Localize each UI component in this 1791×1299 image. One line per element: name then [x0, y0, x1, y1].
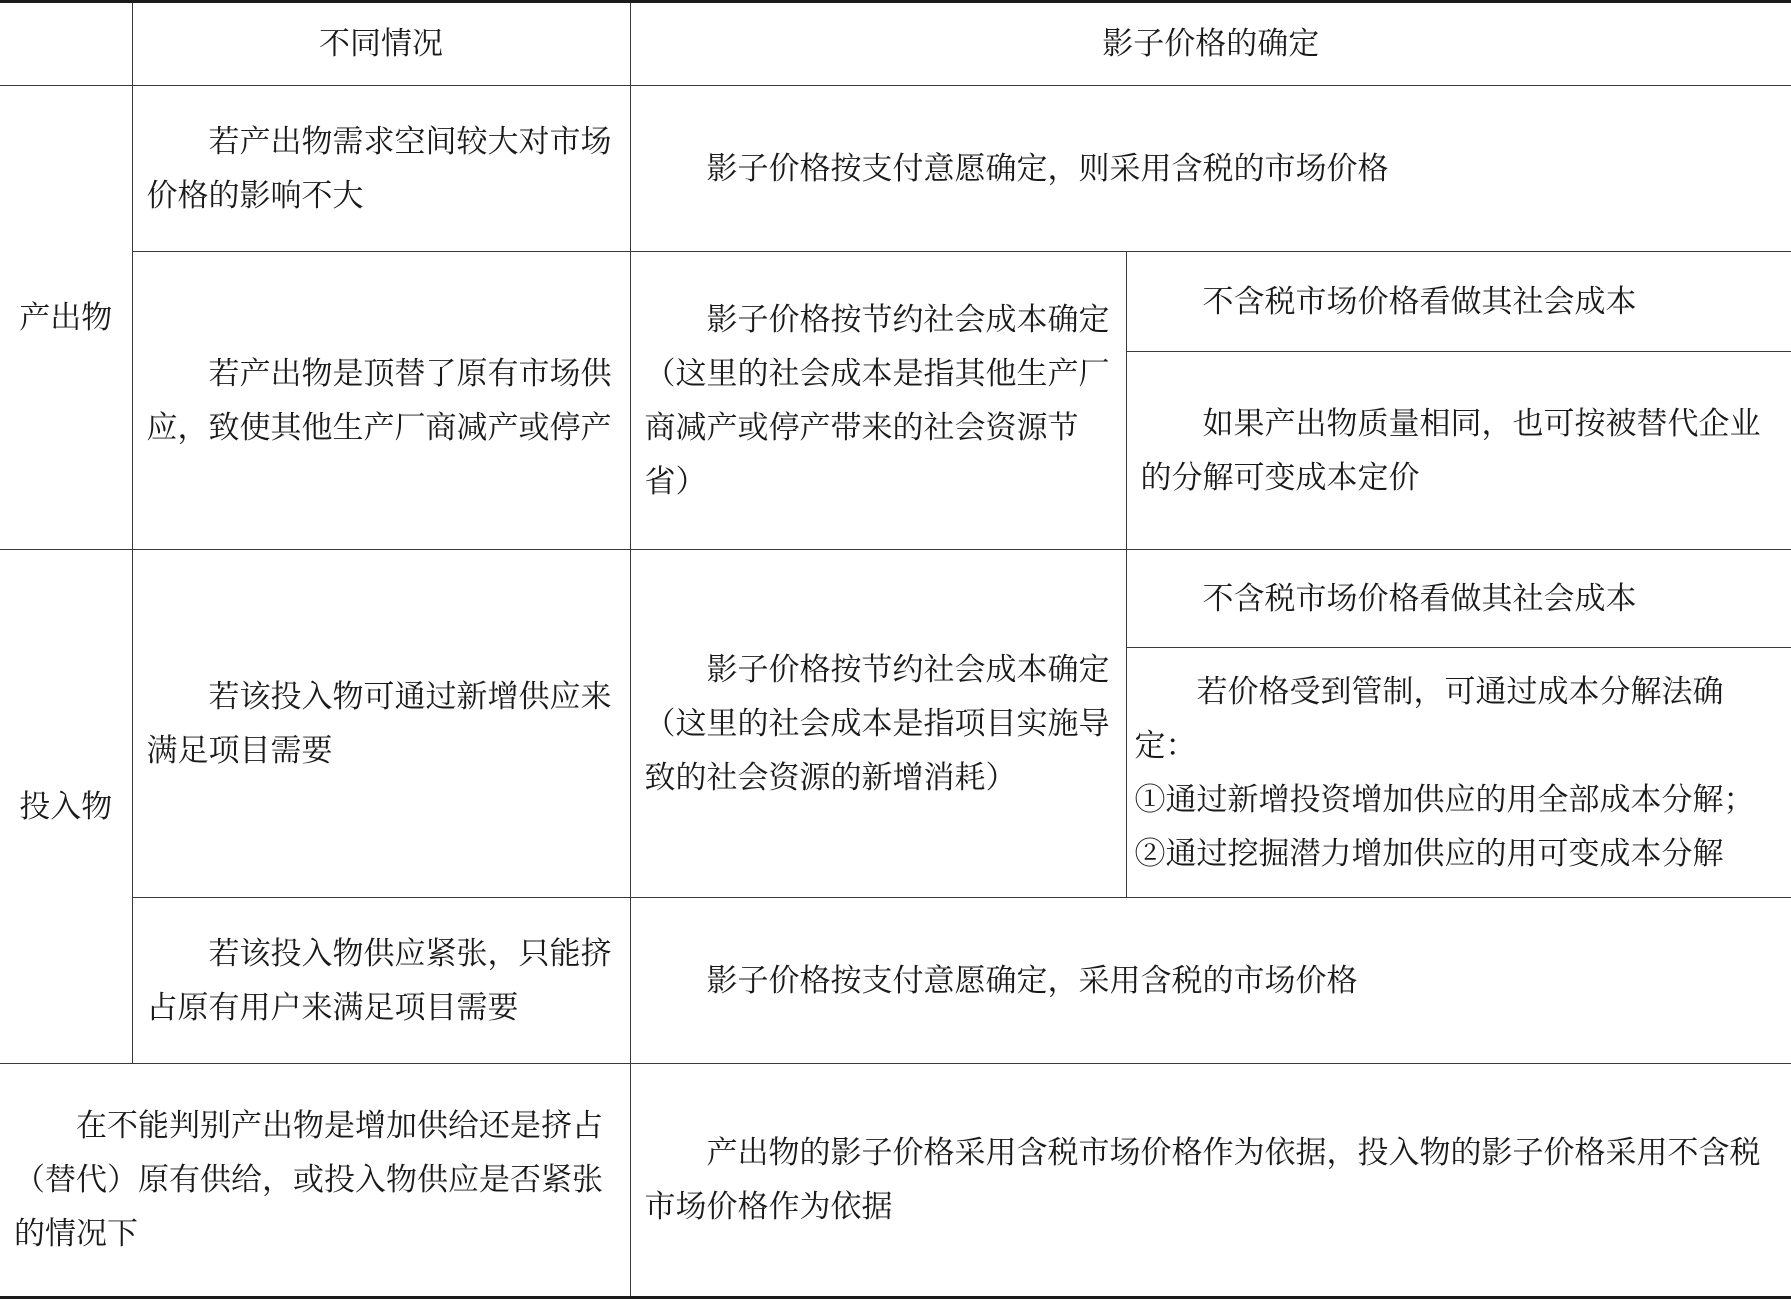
table-row: [0, 1064, 1791, 1298]
table-row: [0, 898, 1791, 1064]
input-situation-1: 若该投入物可通过新增供应来满足项目需要: [132, 550, 630, 898]
header-empty-cell: [0, 2, 132, 86]
output-note-b: 如果产出物质量相同，也可按被替代企业的分解可变成本定价: [1126, 352, 1791, 550]
input-note-b-item-2: ②通过挖掘潜力增加供应的用可变成本分解: [1134, 835, 1724, 872]
category-output: 产出物: [0, 86, 132, 550]
undetermined-situation: 在不能判别产出物是增加供给还是挤占（替代）原有供给，或投入物供应是否紧张的情况下: [0, 1064, 630, 1298]
input-determination-2: 影子价格按支付意愿确定，采用含税的市场价格: [630, 898, 1791, 1064]
input-note-b-intro: 若价格受到管制，可通过成本分解法确定：: [1134, 673, 1724, 764]
output-determination-1: 影子价格按支付意愿确定，则采用含税的市场价格: [630, 86, 1791, 252]
input-situation-2: 若该投入物供应紧张，只能挤占原有用户来满足项目需要: [132, 898, 630, 1064]
table-row: [0, 252, 1791, 352]
header-situation: 不同情况: [132, 2, 630, 86]
output-determination-2: 影子价格按节约社会成本确定（这里的社会成本是指其他生产厂商减产或停产带来的社会资源节省）: [630, 252, 1126, 550]
output-situation-2: 若产出物是顶替了原有市场供应，致使其他生产厂商减产或停产: [132, 252, 630, 550]
input-note-a: 不含税市场价格看做其社会成本: [1126, 550, 1791, 648]
header-shadow-price: 影子价格的确定: [630, 2, 1791, 86]
undetermined-determination: 产出物的影子价格采用含税市场价格作为依据，投入物的影子价格采用不含税市场价格作为依据: [630, 1064, 1791, 1298]
input-note-b: [1126, 648, 1791, 898]
table-header-row: [0, 2, 1791, 86]
output-note-a: 不含税市场价格看做其社会成本: [1126, 252, 1791, 352]
category-input: 投入物: [0, 550, 132, 1064]
table-row: [0, 550, 1791, 648]
output-situation-1: 若产出物需求空间较大对市场价格的影响不大: [132, 86, 630, 252]
table-row: [0, 86, 1791, 252]
input-determination-1: 影子价格按节约社会成本确定（这里的社会成本是指项目实施导致的社会资源的新增消耗）: [630, 550, 1126, 898]
input-note-b-item-1: ①通过新增投资增加供应的用全部成本分解；: [1134, 781, 1755, 818]
